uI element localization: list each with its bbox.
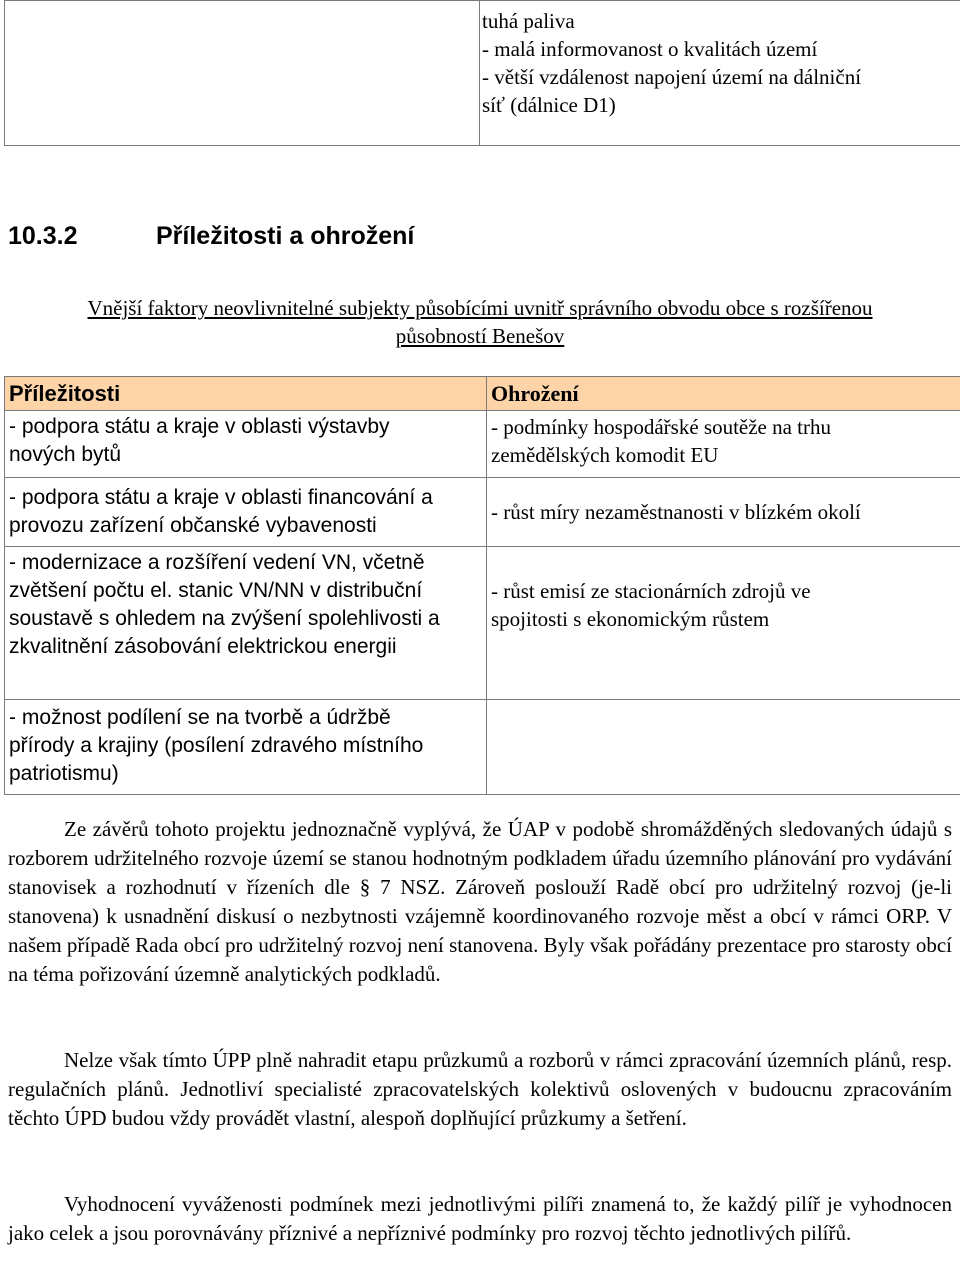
table-row: [5, 700, 960, 795]
subtitle-line: Vnější faktory neovlivnitelné subjekty působícími uvnitř správního obvodu obce s rozšířenou: [87, 296, 873, 320]
section-number: 10.3.2: [8, 222, 78, 250]
opportunity-cell: [5, 411, 487, 478]
table-row: [5, 411, 960, 478]
opportunity-cell: [5, 547, 487, 700]
table-row: [5, 478, 960, 547]
threats-header: Ohrožení: [487, 377, 960, 411]
body-paragraph: [8, 1046, 952, 1133]
body-paragraph: [8, 815, 952, 989]
opportunity-line: - modernizace a rozšíření vedení VN, včetně: [9, 551, 425, 574]
threat-line: zemědělských komodit EU: [491, 443, 719, 467]
table-header-row: [5, 377, 960, 411]
threat-line: - růst míry nezaměstnanosti v blízkém okolí: [491, 500, 861, 524]
opportunity-line: - možnost podílení se na tvorbě a údržbě: [9, 706, 391, 729]
opportunity-line: zkvalitnění zásobování elektrickou energii: [9, 635, 397, 658]
opportunities-threats-table: [4, 376, 960, 795]
weakness-cell: [480, 1, 960, 146]
threat-line: - podmínky hospodářské soutěže na trhu: [491, 415, 832, 439]
threat-line: - růst emisí ze stacionárních zdrojů ve: [491, 579, 811, 603]
opportunity-line: přírody a krajiny (posílení zdravého místního: [9, 734, 424, 757]
opportunity-line: - podpora státu a kraje v oblasti výstavby: [9, 415, 390, 438]
section-heading: [8, 222, 414, 251]
weakness-line: - větší vzdálenost napojení území na dálniční: [482, 65, 862, 89]
weakness-line: tuhá paliva: [482, 9, 575, 33]
opportunity-line: soustavě s ohledem na zvýšení spolehlivosti a: [9, 607, 440, 630]
paragraph-text: Ze závěrů tohoto projektu jednoznačně vyplývá, že ÚAP v podobě shromážděných sledovaných údajů s rozborem udržitelného rozvoje území se stanou hodnotným podkladem úřadu územního plánování pro vydávání stanovisek a rozhodnutí v řízeních dle § 7 NSZ. Zároveň poslouží Radě obcí pro udržitelný rozvoj (je-li stanovena) k usnadnění diskusí o nezbytnosti vzájemně koordinovaného rozvoje měst a obcí v rámci ORP. V našem případě Rada obcí pro udržitelný rozvoj není stanovena. Byly však pořádány prezentace pro starosty obcí na téma pořizování územně analytických podkladů.: [8, 817, 952, 986]
opportunity-line: provozu zařízení občanské vybavenosti: [9, 514, 377, 537]
section-title: Příležitosti a ohrožení: [156, 222, 415, 250]
opportunity-line: nových bytů: [9, 443, 122, 466]
empty-cell: [5, 1, 480, 146]
opportunity-line: - podpora státu a kraje v oblasti financování a: [9, 486, 433, 509]
section-subtitle: [0, 294, 960, 350]
empty-threat-cell: [487, 700, 960, 795]
threat-cell: [487, 547, 960, 700]
threat-cell: [487, 411, 960, 478]
opportunity-cell: [5, 478, 487, 547]
weakness-line: - malá informovanost o kvalitách území: [482, 37, 818, 61]
threat-line: spojitosti s ekonomickým růstem: [491, 607, 770, 631]
threat-cell: [487, 478, 960, 547]
weakness-line: síť (dálnice D1): [482, 93, 616, 117]
subtitle-line: působností Benešov: [395, 324, 565, 348]
table-row: [5, 547, 960, 700]
body-paragraph: [8, 1190, 952, 1248]
opportunity-line: patriotismu): [9, 762, 119, 785]
paragraph-text: Nelze však tímto ÚPP plně nahradit etapu průzkumů a rozborů v rámci zpracování územních plánů, resp. regulačních plánů. Jednotliví specialisté zpracovatelských kolektivů oslovených v budoucnu zpracováním těchto ÚPD budou vždy provádět vlastní, alespoň doplňující průzkumy a šetření.: [8, 1048, 952, 1130]
opportunities-header: Příležitosti: [5, 377, 487, 411]
paragraph-text: Vyhodnocení vyváženosti podmínek mezi jednotlivými pilíři znamená to, že každý pilíř je vyhodnocen jako celek a jsou porovnávány příznivé a nepříznivé podmínky pro rozvoj těchto jednotlivých pilířů.: [8, 1192, 952, 1245]
opportunity-line: zvětšení počtu el. stanic VN/NN v distribuční: [9, 579, 423, 602]
weaknesses-table-continuation: [4, 0, 960, 146]
opportunity-cell: [5, 700, 487, 795]
table-row: [5, 1, 960, 146]
